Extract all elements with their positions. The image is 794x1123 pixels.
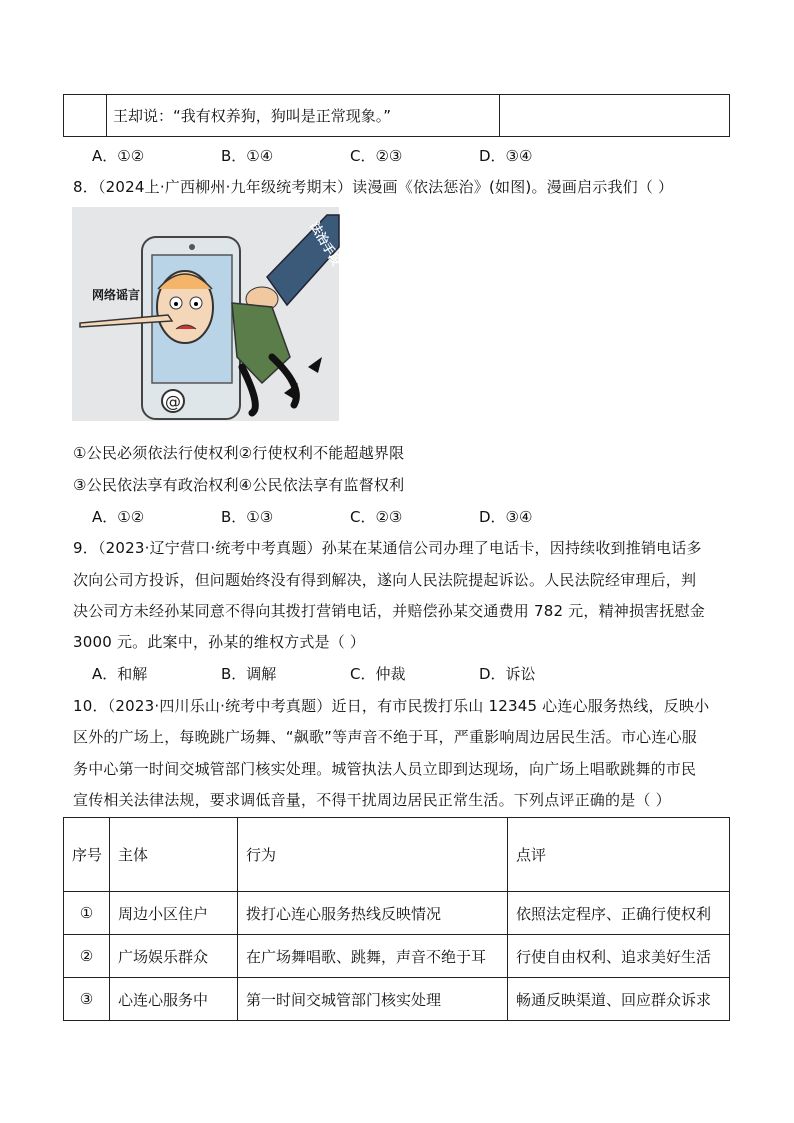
option-c[interactable]: C．②③ [350,147,403,165]
option-b[interactable]: B．调解 [221,665,277,683]
row-action: 拨打心连心服务热线反映情况 [238,892,508,935]
option-d[interactable]: D．诉讼 [479,665,536,683]
table-cell [500,95,730,137]
q10-line-4: 宣传相关法律法规，要求调低音量，不得干扰周边居民正常生活。下列点评正确的是（ ） [73,791,671,809]
q8-stem: 8．（2024上·广西柳州·九年级统考期末）读漫画《依法惩治》(如图)。漫画启示我们（ ） [73,178,674,196]
q10-table [63,817,730,1021]
q9-line-2: 次向公司方投诉，但问题始终没有得到解决，遂向人民法院提起诉讼。人民法院经审理后，判 [73,571,697,589]
table-cell [64,95,107,137]
row-comment: 行使自由权利、追求美好生活 [508,935,730,978]
q9-line-1: 9．（2023·辽宁营口·统考中考真题）孙某在某通信公司办理了电话卡，因持续收到推销电话多 [73,539,702,557]
row-index: ② [64,935,110,978]
row-action: 第一时间交城管部门核实处理 [238,978,508,1021]
row-comment: 依照法定程序、正确行使权利 [508,892,730,935]
q8-options [92,506,608,527]
header-comment: 点评 [508,818,730,892]
q9-line-4: 3000 元。此案中，孙某的维权方式是（ ） [73,633,366,651]
option-a[interactable]: A．和解 [92,665,148,683]
table-row [64,978,730,1021]
option-c[interactable]: C．②③ [350,508,403,526]
q10-line-2: 区外的广场上，每晚跳广场舞、“飙歌”等声音不绝于耳，严重影响周边居民生活。市心连心服 [73,728,697,746]
table-row [64,935,730,978]
table-row [64,892,730,935]
row-index: ③ [64,978,110,1021]
q10-line-3: 务中心第一时间交城管部门核实处理。城管执法人员立即到达现场，向广场上唱歌跳舞的市民 [73,760,697,778]
q8-statement-2: ③公民依法享有政治权利④公民依法享有监督权利 [73,476,405,494]
option-c[interactable]: C．仲裁 [350,665,406,683]
row-subject: 心连心服务中 [110,978,238,1021]
header-action: 行为 [238,818,508,892]
cartoon-image [72,207,344,421]
q8-statement-1: ①公民必须依法行使权利②行使权利不能超越界限 [73,444,405,462]
option-b[interactable]: B．①④ [221,147,274,165]
row-index: ① [64,892,110,935]
at-symbol-icon: @ [165,392,181,411]
option-d[interactable]: D．③④ [479,147,533,165]
law-means-label: 法治手段 [307,219,344,269]
rumor-label: 网络谣言 [92,288,141,302]
option-d[interactable]: D．③④ [479,508,533,526]
table-row [64,95,730,137]
table-header-row [64,818,730,892]
option-b[interactable]: B．①③ [221,508,274,526]
top-table [63,94,730,137]
row-subject: 周边小区住户 [110,892,238,935]
q7-options [92,145,608,166]
option-a[interactable]: A．①② [92,508,145,526]
q10-line-1: 10．（2023·四川乐山·统考中考真题）近日，有市民拨打乐山 12345 心连心服务热线，反映小 [73,697,710,715]
header-index: 序号 [64,818,110,892]
row-comment: 畅通反映渠道、回应群众诉求 [508,978,730,1021]
q9-options [92,663,608,684]
table-cell: 王却说：“我有权养狗，狗叫是正常现象。” [107,95,500,137]
row-action: 在广场舞唱歌、跳舞，声音不绝于耳 [238,935,508,978]
header-subject: 主体 [110,818,238,892]
q9-line-3: 决公司方未经孙某同意不得向其拨打营销电话，并赔偿孙某交通费用 782 元，精神损害抚慰金 [73,602,705,620]
option-a[interactable]: A．①② [92,147,145,165]
row-subject: 广场娱乐群众 [110,935,238,978]
